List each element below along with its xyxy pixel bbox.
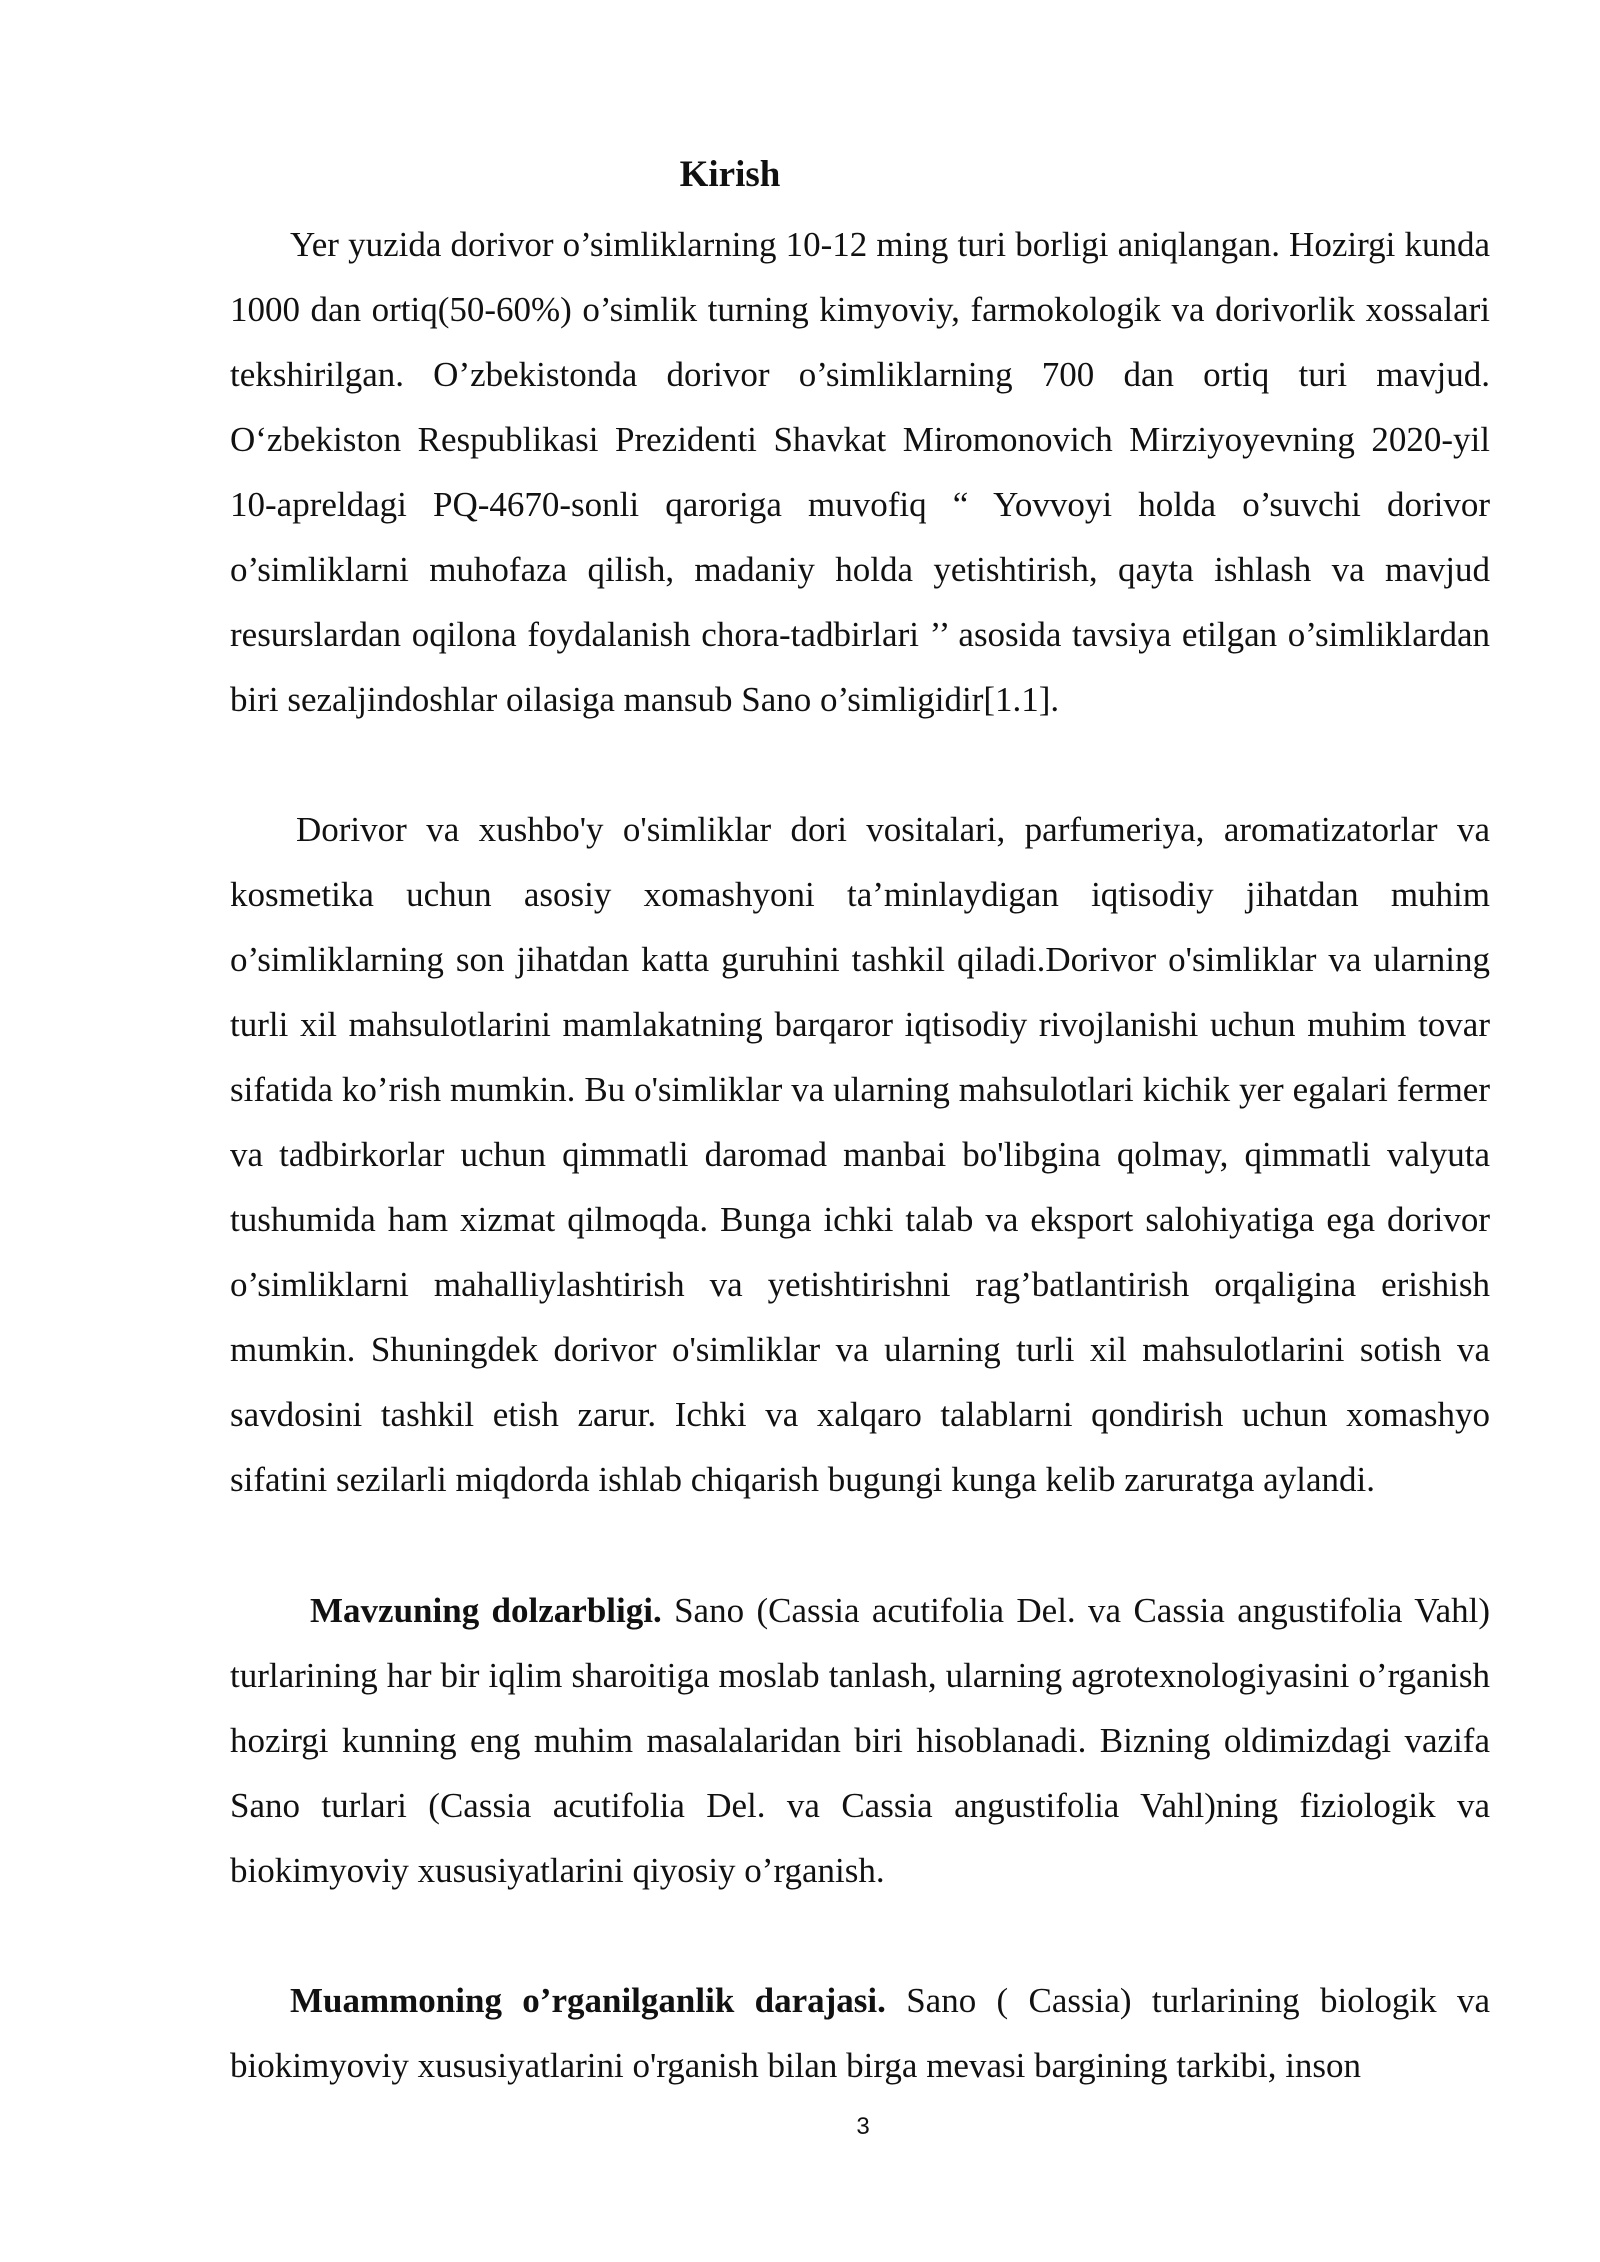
paragraph-introduction: Yer yuzida dorivor o’simliklarning 10-12 ming turi borligi aniqlangan. Hozirgi kunda 1000 dan ortiq(50-60%) o’simlik turning kimyoviy, farmokologik va dorivorlik xossalari tekshirilgan. O’zbekistonda dorivor o’simliklarning 700 dan ortiq turi mavjud. O‘zbekiston Respublikasi Prezidenti Shavkat Miromonovich Mirziyoyevning 2020-yil 10-apreldagi PQ-4670-sonli qaroriga muvofiq “ Yovvoyi holda o’suvchi dorivor o’simliklarni muhofaza qilish, madaniy holda yetishtirish, qayta ishlash va mavjud resurslardan oqilona foydalanish chora-tadbirlari ’’ asosida tavsiya etilgan o’simliklardan biri sezaljindoshlar oilasiga mansub Sano o’simligidir[1.1]. xyxy=(230,225,1490,719)
research-level-text: Sano ( Cassia) turlarining biologik va biokimyoviy xususiyatlarini o'rganish bilan birga mevasi bargining tarkibi, inson xyxy=(230,1981,1491,2085)
page-number: 3 xyxy=(856,2113,870,2140)
paragraph-relevance xyxy=(230,1578,1490,1903)
section-title: Kirish xyxy=(679,154,781,195)
relevance-heading: Mavzuning dolzarbligi. xyxy=(310,1591,662,1630)
relevance-text: Sano (Cassia acutifolia Del. va Cassia angustifolia Vahl) turlarining har bir iqlim sharoitiga moslab tanlash, ularning agrotexnologiyasini o’rganish hozirgi kunning eng muhim masalalaridan biri hisoblanadi. Bizning oldimizdagi vazifa Sano turlari (Cassia acutifolia Del. va Cassia angustifolia Vahl)ning fiziologik va biokimyoviy xususiyatlarini qiyosiy o’rganish. xyxy=(230,1591,1491,1890)
paragraph-research-level xyxy=(230,1968,1490,2098)
research-level-heading: Muammoning o’rganilganlik darajasi. xyxy=(290,1981,886,2020)
paragraph-medicinal-plants: Dorivor va xushbo'y o'simliklar dori vositalari, parfumeriya, aromatizatorlar va kosmetika uchun asosiy xomashyoni ta’minlaydigan iqtisodiy jihatdan muhim o’simliklarning son jihatdan katta guruhini tashkil qiladi.Dorivor o'simliklar va ularning turli xil mahsulotlarini mamlakatning barqaror iqtisodiy rivojlanishi uchun muhim tovar sifatida ko’rish mumkin. Bu o'simliklar va ularning mahsulotlari kichik yer egalari fermer va tadbirkorlar uchun qimmatli daromad manbai bo'libgina qolmay, qimmatli valyuta tushumida ham xizmat qilmoqda. Bunga ichki talab va eksport salohiyatiga ega dorivor o’simliklarni mahalliylashtirish va yetishtirishni rag’batlantirish orqaligina erishish mumkin. Shuningdek dorivor o'simliklar va ularning turli xil mahsulotlarini sotish va savdosini tashkil etish zarur. Ichki va xalqaro talablarni qondirish uchun xomashyo sifatini sezilarli miqdorda ishlab chiqarish bugungi kunga kelib zaruratga aylandi. xyxy=(230,810,1490,1499)
